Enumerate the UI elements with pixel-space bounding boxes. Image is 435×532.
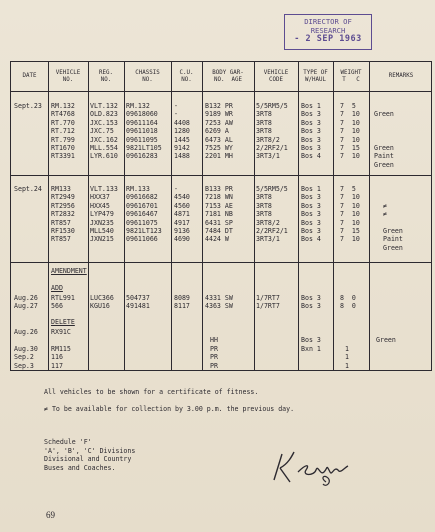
add-vehicle-col: RTL991 566 xyxy=(51,294,75,311)
section-rule xyxy=(11,175,431,176)
footer-note-collection: ≠ To be available for collection by 3.00 p.m. the previous day. xyxy=(44,405,295,413)
page-number: 69 xyxy=(46,510,55,520)
sept23-date: Sept.23 xyxy=(14,102,42,110)
add-date-col: Aug.26 Aug.27 xyxy=(14,294,38,311)
col-divider xyxy=(48,62,49,370)
col-divider xyxy=(88,62,89,370)
add-code-col: 1/7RT7 1/7RT7 xyxy=(256,294,280,311)
add-reg-col: LUC366 KGU16 xyxy=(90,294,114,311)
handwritten-signature xyxy=(268,446,364,490)
amendment-label: AMENDMENT xyxy=(51,267,87,275)
add-cu-col: 8089 8117 xyxy=(174,294,190,311)
sept23-cu-col: - - 4408 1280 1445 9142 1488 xyxy=(174,102,190,161)
add-label: ADD xyxy=(51,284,63,292)
sept24-reg-col: VLT.133 HXX37 HXX45 LYP479 JXN235 MLL540 JXN215 xyxy=(90,185,118,244)
section-rule xyxy=(11,262,431,263)
schedule-block: Schedule 'F' 'A', 'B', 'C' Divisions Divisional and Country Buses and Coaches. xyxy=(44,438,136,472)
header-vehicle: VEHICLE NO. xyxy=(55,70,81,83)
delete-remarks-col: Green xyxy=(376,336,396,345)
header-reg: REG. NO. xyxy=(99,70,113,83)
header-body-garage: BODY GAR- NO. AGE xyxy=(212,70,244,83)
sept23-body-col: B132 PR 9189 WR 7253 AW 6269 A 6473 AL 7525 WY 2201 MH xyxy=(205,102,233,161)
vehicle-table xyxy=(10,61,432,371)
col-divider xyxy=(171,62,172,370)
delete-body-col: HH PR PR PR xyxy=(210,336,218,370)
stamp-date: - 2 SEP 1963 xyxy=(294,34,362,44)
sept24-remarks-col: ≠ ≠ Green Paint Green xyxy=(383,201,403,252)
col-divider xyxy=(254,62,255,370)
header-rule xyxy=(11,91,431,92)
col-divider xyxy=(369,62,370,370)
stamp-line-2: RESEARCH xyxy=(310,26,346,35)
sept23-type-col: Bos 1 Bos 3 Bos 3 Bos 3 Bos 3 Bos 3 Bos 4 xyxy=(301,102,321,161)
col-divider xyxy=(298,62,299,370)
sept24-code-col: 5/5RM5/5 3RT8 3RT8 3RT8 3RT8/2 2/2RF2/1 3RT3/1 xyxy=(256,185,288,244)
sept23-weight-col: 7 5 7 10 7 10 7 10 7 10 7 15 7 10 xyxy=(340,102,360,161)
header-remarks: REMARKS xyxy=(388,73,414,79)
delete-label: DELETE xyxy=(51,318,75,326)
col-divider xyxy=(202,62,203,370)
header-cu: C.U. NO. xyxy=(179,70,194,83)
add-type-col: Bos 3 Bos 3 xyxy=(301,294,321,311)
header-weight: WEIGHT T C xyxy=(340,70,362,83)
header-vehicle-code: VEHICLE CODE xyxy=(263,70,289,83)
header-chassis: CHASSIS NO. xyxy=(135,70,160,83)
sept23-code-col: 5/5RM5/5 3RT8 3RT8 3RT8 3RT8/2 2/2RF2/1 3RT3/1 xyxy=(256,102,288,161)
sept24-chassis-col: RM.133 09616682 09616701 09616467 09611075 9821LT123 09611066 xyxy=(126,185,162,244)
sept23-remarks-col: Green Green Paint Green xyxy=(374,110,394,169)
header-type-of-haul: TYPE OF W/HAUL xyxy=(303,70,328,83)
delete-weight-col: 1 1 1 xyxy=(345,344,349,370)
sept24-body-col: B133 PR 7218 WN 7153 AE 7181 NB 6431 SP 7484 DT 4424 W xyxy=(205,185,233,244)
sept24-weight-col: 7 5 7 10 7 10 7 10 7 10 7 15 7 10 xyxy=(340,185,360,244)
add-body-col: 4331 SW 4363 SW xyxy=(205,294,233,311)
stamp-line-1: DIRECTOR OF xyxy=(304,17,352,26)
delete-type-col: Bos 3 Bxn 1 xyxy=(301,336,321,353)
sept24-type-col: Bos 1 Bos 3 Bos 3 Bos 3 Bos 3 Bos 3 Bos 4 xyxy=(301,185,321,244)
add-chassis-col: 504737 491481 xyxy=(126,294,150,311)
col-divider xyxy=(333,62,334,370)
add-weight-col: 8 0 8 0 xyxy=(340,294,356,311)
header-date: DATE xyxy=(22,73,37,79)
delete-date-col: Aug.26 Aug.30 Sep.2 Sep.3 xyxy=(14,328,38,370)
footer-note-fitness: All vehicles to be shown for a certificate of fitness. xyxy=(44,388,259,396)
sept23-vehicle-col: RM.132 RT4768 RT.770 RT.712 RT.799 RT1670 RT3391 xyxy=(51,102,75,161)
col-divider xyxy=(124,62,125,370)
received-stamp xyxy=(284,14,372,50)
sept23-reg-col: VLT.132 OLD.823 JXC.153 JXC.75 JXC.162 MLL.554 LYR.610 xyxy=(90,102,118,161)
sept24-vehicle-col: RM133 RT2949 RT2956 RT2832 RT857 RF1530 RT857 xyxy=(51,185,75,244)
sept24-cu-col: - 4540 4560 4871 4917 9136 4690 xyxy=(174,185,190,244)
sept24-date: Sept.24 xyxy=(14,185,42,193)
delete-vehicle-col: RX91C RM115 116 117 xyxy=(51,328,71,370)
sept23-chassis-col: RM.132 09618060 09611164 09611018 09611095 9821LT105 09616283 xyxy=(126,102,162,161)
